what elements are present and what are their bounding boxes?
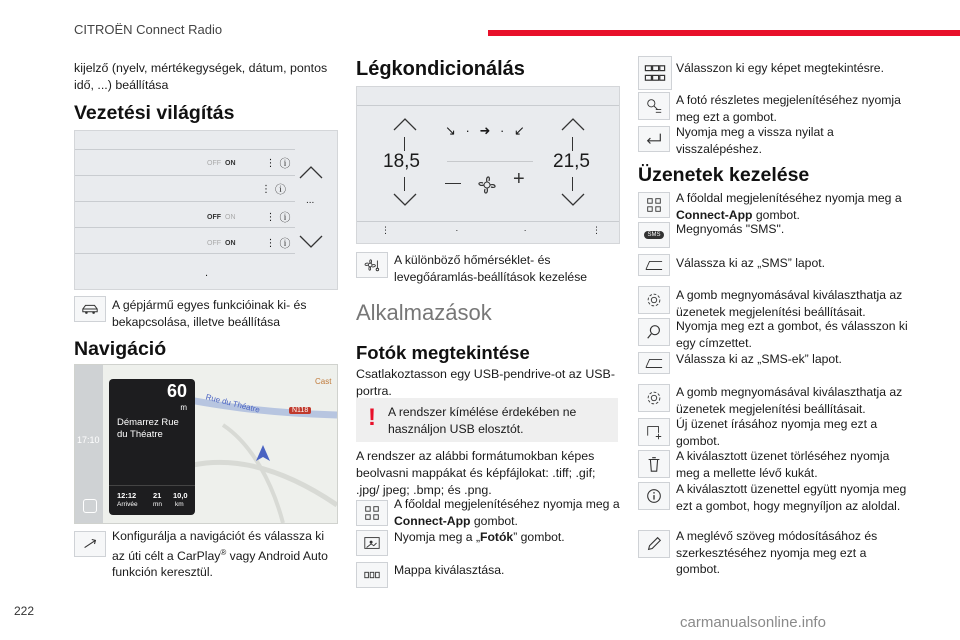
climate-icon [356, 252, 388, 278]
gear-icon [638, 384, 670, 412]
pencil-icon [638, 530, 670, 558]
header-accent-bar [488, 30, 960, 36]
tab-icon [638, 254, 670, 276]
view-step-1: Válasszon ki egy képet megtekintésre. [676, 61, 884, 75]
temp-up-left-icon[interactable] [393, 117, 417, 131]
info-icon[interactable]: ⓘ [275, 184, 286, 196]
msg-step-6: A gomb megnyomásával kiválaszthatja az üzenetek megjelenítési beállításait. [676, 385, 903, 416]
apps-grid-icon [638, 192, 670, 218]
running-header: CITROËN Connect Radio [74, 22, 223, 37]
clock: 17:10 [77, 435, 100, 445]
folder-list-icon [356, 562, 388, 588]
lighting-screen [74, 130, 338, 290]
temp-up-right-icon[interactable] [561, 117, 585, 131]
turn-distance-unit: m [180, 403, 187, 412]
road-badge: N118 [289, 407, 311, 414]
off-label: OFF [207, 239, 221, 247]
off-label: OFF [207, 159, 221, 167]
gear-icon [638, 286, 670, 314]
photos-app-icon [356, 530, 388, 556]
remaining-km-unit: km [175, 501, 184, 508]
lighting-desc: A gépjármű egyes funkcióinak ki- és bekapcsolása, illetve beállítása [112, 298, 307, 329]
on-label: ON [225, 239, 236, 247]
turn-street: Démarrez Rue du Théatre [117, 417, 179, 440]
ac-title: Légkondicionálás [356, 58, 525, 80]
fan-plus[interactable]: + [513, 168, 525, 190]
photo-step-1: A főoldal megjelenítéséhez nyomja meg a Connect-App gombot. [394, 497, 620, 528]
lighting-row-4[interactable]: OFF ON ⋮ ⓘ [207, 235, 291, 251]
chevron-down-icon[interactable] [299, 235, 323, 249]
info-icon [638, 482, 670, 510]
remaining-km: 10,0 [173, 491, 188, 500]
duration: 21 [153, 491, 162, 500]
view-step-2: A fotó részletes megjelenítéséhez nyomja meg ezt a gombot. [676, 93, 901, 124]
bottom-controls[interactable]: ⋮ · · ⋮ [381, 225, 601, 235]
msg-step-3: A gomb megnyomásával kiválaszthatja az üzenetek megjelenítési beállításait. [676, 288, 903, 319]
on-label: ON [225, 159, 236, 167]
intro-text: kijelző (nyelv, mértékegységek, dátum, pontos idő, ...) beállítása [74, 61, 328, 92]
warning-icon: ! [368, 404, 376, 431]
lighting-title: Vezetési világítás [74, 102, 235, 124]
scroll-ellipsis: ... [306, 195, 315, 206]
map-street-label: Rue du Théatre [204, 392, 261, 415]
msg-step-10: A meglévő szöveg módosításához és szerkesztéséhez nyomja meg ezt a gombot. [676, 529, 878, 576]
info-icon[interactable]: ⓘ [279, 158, 291, 170]
details-icon [638, 92, 670, 120]
watermark: carmanualsonline.info [680, 614, 826, 631]
back-arrow-icon [638, 126, 670, 152]
chevron-up-icon[interactable] [299, 165, 323, 179]
home-button[interactable] [83, 499, 97, 513]
car-icon [74, 296, 106, 322]
fan-minus[interactable] [445, 183, 461, 184]
airflow-modes[interactable]: ↘ · ➜ · ↙ [445, 123, 528, 138]
photo-step-3: Mappa kiválasztása. [394, 563, 505, 577]
info-icon[interactable]: ⓘ [279, 212, 291, 224]
photos-p2: A rendszer az alábbi formátumokban képes beolvasni mappákat és képfájlokat: .tiff; .gif; .jpg/ jpeg; .bmp; és .png. [356, 449, 596, 497]
page-dot: . [205, 267, 209, 279]
ac-desc: A különböző hőmérséklet- és levegőáramlás-beállítások kezelése [394, 253, 588, 284]
msg-step-1b: Megnyomás "SMS". [676, 222, 785, 236]
page-number: 222 [14, 604, 35, 618]
view-step-3: Nyomja meg a vissza nyilat a visszalépéshez. [676, 125, 834, 156]
msg-step-9: A kiválasztott üzenettel együtt nyomja meg ezt a gombot, hogy megnyíljon az aloldal. [676, 482, 907, 513]
image-grid-icon [638, 56, 672, 90]
apps-title: Alkalmazások [356, 300, 492, 325]
warning-text: A rendszer kímélése érdekében ne használjon USB elosztót. [388, 405, 577, 436]
lighting-row-2[interactable]: ⋮ ⓘ [261, 181, 286, 197]
photos-title: Fotók megtekintése [356, 342, 530, 363]
messages-title: Üzenetek kezelése [638, 164, 810, 186]
arrival-label: Arrivée [117, 501, 138, 508]
nav-desc: Konfigurálja a navigációt és válassza ki az úti célt a CarPlay® vagy Android Auto funkción keresztül. [112, 529, 328, 580]
sms-icon: SMS [638, 222, 670, 248]
msg-step-8: A kiválasztott üzenet törléséhez nyomja meg a mellette lévő kukát. [676, 449, 890, 480]
temp-down-right-icon[interactable] [561, 193, 585, 207]
temp-down-left-icon[interactable] [393, 193, 417, 207]
nav-screen [74, 364, 338, 524]
apps-grid-icon [356, 500, 388, 526]
duration-unit: mn [153, 501, 163, 508]
nav-title: Navigáció [74, 338, 167, 360]
lighting-row-3[interactable]: OFF ON ⋮ ⓘ [207, 209, 291, 225]
msg-step-5: Válassza ki az „SMS-ek” lapot. [676, 352, 842, 366]
on-label: ON [225, 213, 236, 221]
turn-distance: 60 [166, 381, 187, 401]
search-icon [638, 318, 670, 346]
map-corner-label: Cast [315, 377, 332, 386]
msg-step-4: Nyomja meg ezt a gombot, és válasszon ki egy címzettet. [676, 319, 908, 350]
trash-icon [638, 450, 670, 478]
fan-icon [475, 173, 499, 197]
right-temp: 21,5 [553, 151, 590, 172]
photos-p1: Csatlakoztasson egy USB-pendrive-ot az USB-portra. [356, 367, 615, 398]
compass-icon [74, 531, 106, 557]
msg-step-2: Válassza ki az „SMS” lapot. [676, 256, 826, 270]
ac-screen [356, 86, 620, 244]
off-label: OFF [207, 213, 221, 221]
nav-instruction-card [109, 379, 195, 515]
info-icon[interactable]: ⓘ [279, 238, 291, 250]
msg-step-7: Új üzenet írásához nyomja meg ezt a gombot. [676, 417, 878, 448]
msg-step-1: A főoldal megjelenítéséhez nyomja meg a Connect-App gombot. [676, 191, 902, 222]
arrival-time: 12:12 [117, 491, 137, 500]
photo-step-2: Nyomja meg a „Fotók” gombot. [394, 530, 565, 544]
warning-note [356, 398, 618, 442]
left-temp: 18,5 [383, 151, 420, 172]
new-message-icon [638, 418, 670, 446]
lighting-row-1[interactable]: OFF ON ⋮ ⓘ [207, 155, 291, 171]
tab-icon [638, 352, 670, 374]
